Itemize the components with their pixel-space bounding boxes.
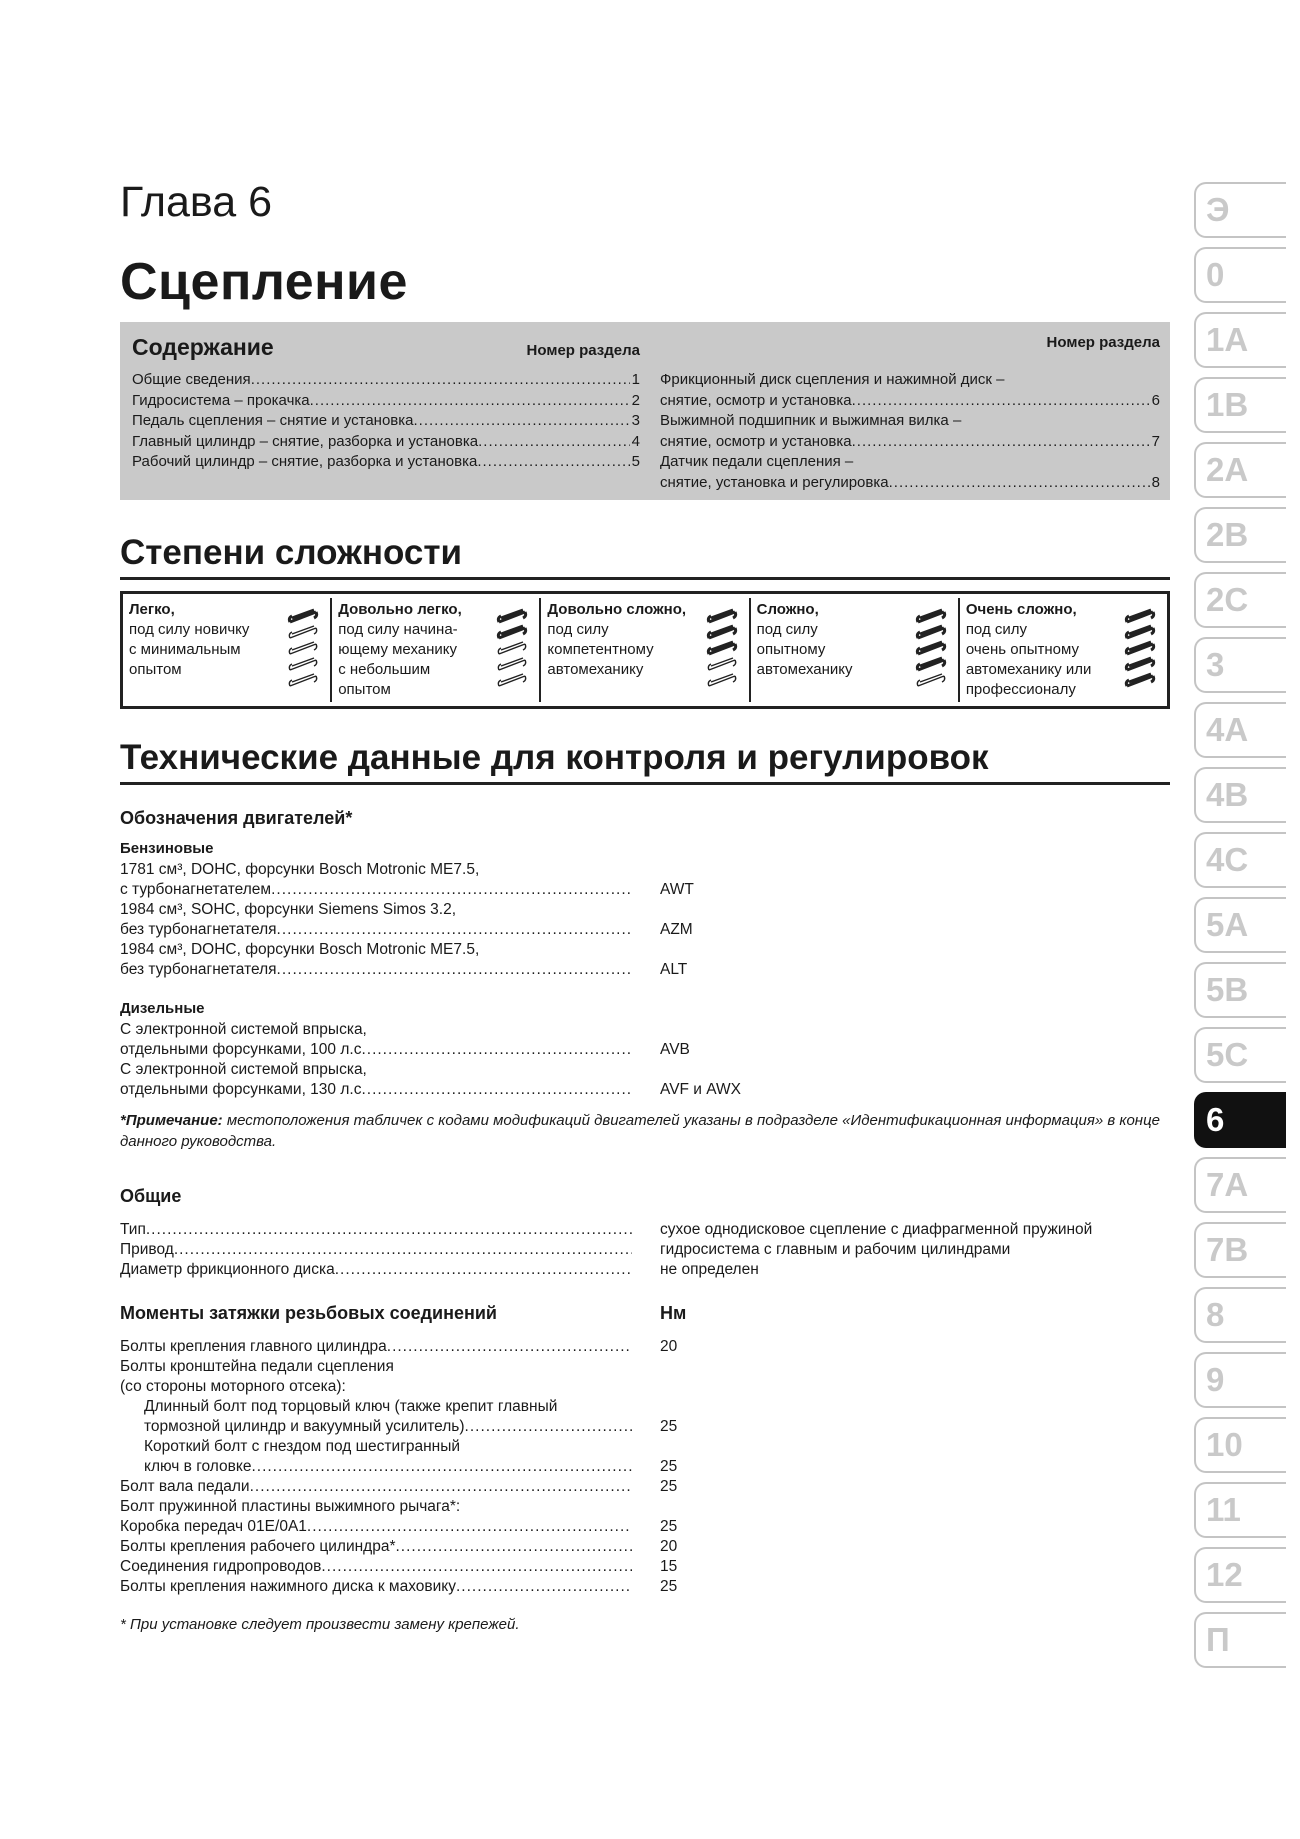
page-title: Сцепление [120, 253, 408, 311]
difficulty-line: опытному [756, 641, 826, 658]
note-text: местоположения табличек с кодами модификаций двигателей указаны в подразделе «Идентификационная информация» в конце данного руководства. [120, 1112, 1160, 1150]
spec-label: Болты крепления рабочего цилиндра* [120, 1538, 396, 1555]
spec-row [120, 1357, 1170, 1377]
spec-label-cell [120, 1080, 632, 1100]
dot-leader [174, 1240, 632, 1260]
contents-item-text: Педаль сцепления – снятие и установка [132, 412, 414, 429]
dot-leader [307, 1517, 632, 1537]
spanner-icon [286, 604, 322, 688]
contents-item-number: 8 [1151, 473, 1160, 491]
contents-item [660, 391, 1160, 412]
contents-item-number: 7 [1151, 432, 1160, 450]
spec-value: 25 [660, 1478, 678, 1495]
spec-label-cell [120, 1477, 632, 1497]
dot-leader [387, 1337, 632, 1357]
spec-value: AWT [660, 881, 694, 898]
tech-data-heading: Технические данные для контроля и регулировок [120, 738, 1170, 785]
contents-item [132, 370, 640, 391]
contents-item-text: Датчик педали сцепления – [660, 453, 854, 470]
spec-value: AZM [660, 921, 693, 938]
difficulty-level [123, 598, 330, 702]
engine-note [120, 1110, 1170, 1152]
difficulty-line: под силу [547, 621, 609, 638]
spec-label: Болты крепления главного цилиндра [120, 1338, 387, 1355]
petrol-engines-list [120, 860, 1170, 980]
dot-leader [277, 920, 632, 940]
contents-item [660, 432, 1160, 453]
spec-label: 1781 см³, DOHC, форсунки Bosch Motronic ME7.5, [120, 861, 480, 878]
difficulty-level [958, 598, 1167, 702]
difficulty-line: очень опытному [965, 641, 1079, 658]
difficulty-title: Довольно легко, [338, 601, 462, 618]
contents-item [132, 452, 640, 473]
chapter-tab-8[interactable]: 8 [1194, 1287, 1286, 1343]
spec-label: Короткий болт с гнездом под шестигранный [144, 1438, 461, 1455]
spec-label: Болты кронштейна педали сцепления [120, 1358, 394, 1375]
spec-value: ALT [660, 961, 688, 978]
spec-label: (со стороны моторного отсека): [120, 1378, 346, 1395]
difficulty-level [539, 598, 748, 702]
contents-item [660, 452, 1160, 473]
dot-leader [478, 432, 630, 453]
difficulty-line: опытом [129, 661, 182, 678]
difficulty-line: под силу начина- [338, 621, 458, 638]
spec-label: С электронной системой впрыска, [120, 1061, 367, 1078]
difficulty-text [547, 600, 697, 680]
contents-item-number: 1 [631, 371, 640, 388]
chapter-tabs [1194, 182, 1288, 1677]
dot-leader [310, 391, 630, 412]
spec-label: Болты крепления нажимного диска к маховику [120, 1578, 456, 1595]
spec-label: Болт пружинной пластины выжимного рычага*: [120, 1498, 461, 1515]
spec-label: Длинный болт под торцовый ключ (также крепит главный [144, 1398, 558, 1415]
contents-item [660, 473, 1160, 494]
spec-label-cell [120, 1260, 632, 1280]
spec-row [120, 880, 1170, 900]
spec-label-cell [120, 1020, 632, 1040]
contents-item-number: 3 [631, 412, 640, 429]
spec-label: без турбонагнетателя [120, 921, 277, 938]
footnote: * При установке следует произвести замену крепежей. [120, 1616, 520, 1633]
difficulty-text [338, 600, 488, 700]
dot-leader [396, 1537, 633, 1557]
difficulty-title: Очень сложно, [965, 601, 1077, 618]
contents-item [660, 411, 1160, 432]
difficulty-title: Легко, [129, 601, 175, 618]
dot-leader [477, 452, 629, 473]
spanner-icon [1123, 604, 1159, 688]
spec-label: С электронной системой впрыска, [120, 1021, 367, 1038]
dot-leader [277, 960, 632, 980]
contents-box [120, 322, 1170, 500]
spec-label-cell [120, 860, 632, 880]
spec-value: 20 [660, 1538, 678, 1555]
spec-label: без турбонагнетателя [120, 961, 277, 978]
difficulty-line: под силу [965, 621, 1027, 638]
contents-item [132, 432, 640, 453]
chapter-tab-6[interactable]: 6 [1194, 1092, 1286, 1148]
spec-label: отдельными форсунками, 130 л.с [120, 1081, 362, 1098]
spec-value: 25 [660, 1418, 678, 1435]
difficulty-text [757, 600, 907, 680]
chapter-tab-п[interactable]: П [1194, 1612, 1286, 1668]
spec-label: Коробка передач 01E/0A1 [120, 1518, 307, 1535]
spec-label-cell [120, 940, 632, 960]
spec-label-cell [120, 1240, 632, 1260]
difficulty-title: Сложно, [756, 601, 819, 618]
difficulty-line: автомеханику [756, 661, 853, 678]
torque-list [120, 1337, 1170, 1597]
spec-label-cell [120, 1417, 632, 1437]
dot-leader [361, 1080, 632, 1100]
difficulty-line: автомеханику [547, 661, 644, 678]
spec-row [120, 1517, 1170, 1537]
spec-label: Соединения гидропроводов [120, 1558, 322, 1575]
contents-item-text: Фрикционный диск сцепления и нажимной диск – [660, 371, 1005, 388]
spec-row [120, 960, 1170, 980]
spec-label: тормозной цилиндр и вакуумный усилитель) [144, 1418, 465, 1435]
spec-label-cell [120, 1397, 632, 1417]
difficulty-text [129, 600, 279, 680]
diesel-heading: Дизельные [120, 1000, 205, 1017]
spec-row [120, 1577, 1170, 1597]
chapter-tab-10[interactable]: 10 [1194, 1417, 1286, 1473]
chapter-tab-2c[interactable]: 2C [1194, 572, 1286, 628]
contents-item-number: 5 [631, 453, 640, 470]
contents-item-text: Гидросистема – прокачка [132, 391, 310, 409]
dot-leader [321, 1557, 632, 1577]
chapter-label: Глава 6 [120, 178, 273, 226]
spec-value: AVF и AWX [660, 1081, 741, 1098]
spec-row [120, 1060, 1170, 1080]
spec-label-cell [120, 1040, 632, 1060]
contents-left-column [132, 334, 640, 473]
spec-value: 20 [660, 1338, 678, 1355]
chapter-tab-7a[interactable]: 7A [1194, 1157, 1286, 1213]
spec-row [120, 1220, 1170, 1240]
dot-leader [250, 1477, 632, 1497]
general-specs-list [120, 1220, 1170, 1280]
contents-item [132, 411, 640, 432]
spec-label-cell [120, 1337, 632, 1357]
chapter-tab-5a[interactable]: 5A [1194, 897, 1286, 953]
difficulty-line: профессионалу [965, 681, 1076, 698]
spec-row [120, 940, 1170, 960]
chapter-tab-2a[interactable]: 2A [1194, 442, 1286, 498]
contents-right-column [660, 334, 1160, 493]
contents-column-header: Номер раздела [1046, 334, 1160, 351]
dot-leader [889, 473, 1150, 494]
chapter-tab-12[interactable]: 12 [1194, 1547, 1286, 1603]
spec-value: не определен [660, 1261, 759, 1278]
chapter-tab-4c[interactable]: 4C [1194, 832, 1286, 888]
contents-item-text: Рабочий цилиндр – снятие, разборка и установка [132, 453, 478, 470]
contents-item-number: 2 [631, 391, 640, 409]
diesel-engines-list [120, 1020, 1170, 1100]
spec-row [120, 1240, 1170, 1260]
spec-row [120, 1020, 1170, 1040]
contents-item-text: Главный цилиндр – снятие, разборка и установка [132, 432, 479, 450]
difficulty-level [330, 598, 539, 702]
difficulty-line: под силу новичку [129, 621, 250, 638]
difficulty-line: компетентному [547, 641, 654, 658]
difficulty-line: с небольшим [338, 661, 431, 678]
spec-row [120, 1557, 1170, 1577]
chapter-tab-э[interactable]: Э [1194, 182, 1286, 238]
contents-item-number: 6 [1151, 391, 1160, 409]
dot-leader [146, 1220, 632, 1240]
chapter-tab-11[interactable]: 11 [1194, 1482, 1286, 1538]
spec-label-cell [120, 1437, 632, 1457]
spec-label-cell [120, 1060, 632, 1080]
difficulty-line: с минимальным [129, 641, 241, 658]
chapter-tab-4b[interactable]: 4B [1194, 767, 1286, 823]
dot-leader [251, 370, 630, 391]
difficulty-level [749, 598, 958, 702]
contents-title: Содержание [132, 334, 274, 360]
dot-leader [456, 1577, 632, 1597]
spec-value: 15 [660, 1558, 678, 1575]
spec-label-cell [120, 1517, 632, 1537]
dot-leader [413, 411, 629, 432]
dot-leader [361, 1040, 632, 1060]
contents-item [132, 391, 640, 412]
dot-leader [465, 1417, 632, 1437]
spec-value: гидросистема с главным и рабочим цилиндрами [660, 1241, 1011, 1258]
torque-subheading: Моменты затяжки резьбовых соединений [120, 1303, 497, 1323]
spec-label: ключ в головке [144, 1458, 252, 1475]
difficulty-title: Довольно сложно, [547, 601, 687, 618]
spec-label-cell [120, 1377, 632, 1397]
spec-label: 1984 см³, SOHC, форсунки Siemens Simos 3.2, [120, 901, 456, 918]
difficulty-levels [120, 591, 1170, 709]
spec-row [120, 1477, 1170, 1497]
difficulty-line: опытом [338, 681, 391, 698]
spec-value: AVB [660, 1041, 690, 1058]
dot-leader [271, 880, 632, 900]
dot-leader [251, 1457, 632, 1477]
chapter-tab-5b[interactable]: 5B [1194, 962, 1286, 1018]
contents-item-number: 4 [631, 432, 640, 450]
spec-label-cell [120, 1577, 632, 1597]
difficulty-line: ющему механику [338, 641, 458, 658]
spec-row [120, 1417, 1170, 1437]
dot-leader [852, 432, 1150, 453]
difficulty-line: автомеханику или [965, 661, 1092, 678]
engines-subheading: Обозначения двигателей* [120, 808, 353, 828]
spec-row [120, 1377, 1170, 1397]
spanner-icon [495, 604, 531, 688]
spec-row [120, 860, 1170, 880]
chapter-tab-0[interactable]: 0 [1194, 247, 1286, 303]
difficulty-heading: Степени сложности [120, 533, 1170, 580]
chapter-tab-3[interactable]: 3 [1194, 637, 1286, 693]
spec-label-cell [120, 1357, 632, 1377]
spec-label-cell [120, 1457, 632, 1477]
chapter-tab-2b[interactable]: 2B [1194, 507, 1286, 563]
dot-leader [852, 391, 1150, 412]
contents-item-text: снятие, осмотр и установка [660, 432, 852, 450]
spec-label-cell [120, 900, 632, 920]
chapter-tab-5c[interactable]: 5C [1194, 1027, 1286, 1083]
petrol-heading: Бензиновые [120, 840, 214, 857]
spec-row [120, 1080, 1170, 1100]
spec-label: с турбонагнетателем [120, 881, 272, 898]
spec-row [120, 1497, 1170, 1517]
spec-label-cell [120, 1537, 632, 1557]
dot-leader [335, 1260, 632, 1280]
chapter-tab-4a[interactable]: 4A [1194, 702, 1286, 758]
note-label: *Примечание: [120, 1112, 223, 1129]
spec-value: 25 [660, 1518, 678, 1535]
spec-label: Болт вала педали [120, 1478, 250, 1495]
spanner-icon [914, 604, 950, 688]
spec-row [120, 1397, 1170, 1417]
spec-row [120, 1537, 1170, 1557]
spec-row [120, 1040, 1170, 1060]
spec-row [120, 920, 1170, 940]
chapter-tab-7b[interactable]: 7B [1194, 1222, 1286, 1278]
spec-row [120, 1337, 1170, 1357]
difficulty-line: под силу [756, 621, 818, 638]
spec-row [120, 1437, 1170, 1457]
spec-label: 1984 см³, DOHC, форсунки Bosch Motronic ME7.5, [120, 941, 480, 958]
chapter-tab-9[interactable]: 9 [1194, 1352, 1286, 1408]
contents-item-text: снятие, осмотр и установка [660, 391, 852, 409]
spec-row [120, 1260, 1170, 1280]
spanner-icon [705, 604, 741, 688]
spec-value: 25 [660, 1578, 678, 1595]
contents-column-header: Номер раздела [526, 342, 640, 359]
spec-value: 25 [660, 1458, 678, 1475]
contents-item-text: Выжимной подшипник и выжимная вилка – [660, 412, 962, 429]
spec-label-cell [120, 960, 632, 980]
spec-value: сухое однодисковое сцепление с диафрагменной пружиной [660, 1221, 1093, 1238]
spec-label-cell [120, 1497, 632, 1517]
torque-unit: Нм [660, 1303, 687, 1323]
spec-row [120, 900, 1170, 920]
general-subheading: Общие [120, 1186, 182, 1206]
chapter-tab-1b[interactable]: 1B [1194, 377, 1286, 433]
difficulty-text [966, 600, 1116, 700]
spec-row [120, 1457, 1170, 1477]
contents-item-text: Общие сведения [132, 371, 251, 388]
spec-label: отдельными форсунками, 100 л.с [120, 1041, 362, 1058]
spec-label-cell [120, 1557, 632, 1577]
spec-label: Привод [120, 1241, 174, 1258]
spec-label: Тип [120, 1221, 146, 1238]
contents-item-text: снятие, установка и регулировка [660, 473, 889, 491]
spec-label-cell [120, 880, 632, 900]
contents-item [660, 370, 1160, 391]
chapter-tab-1a[interactable]: 1A [1194, 312, 1286, 368]
spec-label: Диаметр фрикционного диска [120, 1261, 335, 1278]
spec-label-cell [120, 920, 632, 940]
spec-label-cell [120, 1220, 632, 1240]
